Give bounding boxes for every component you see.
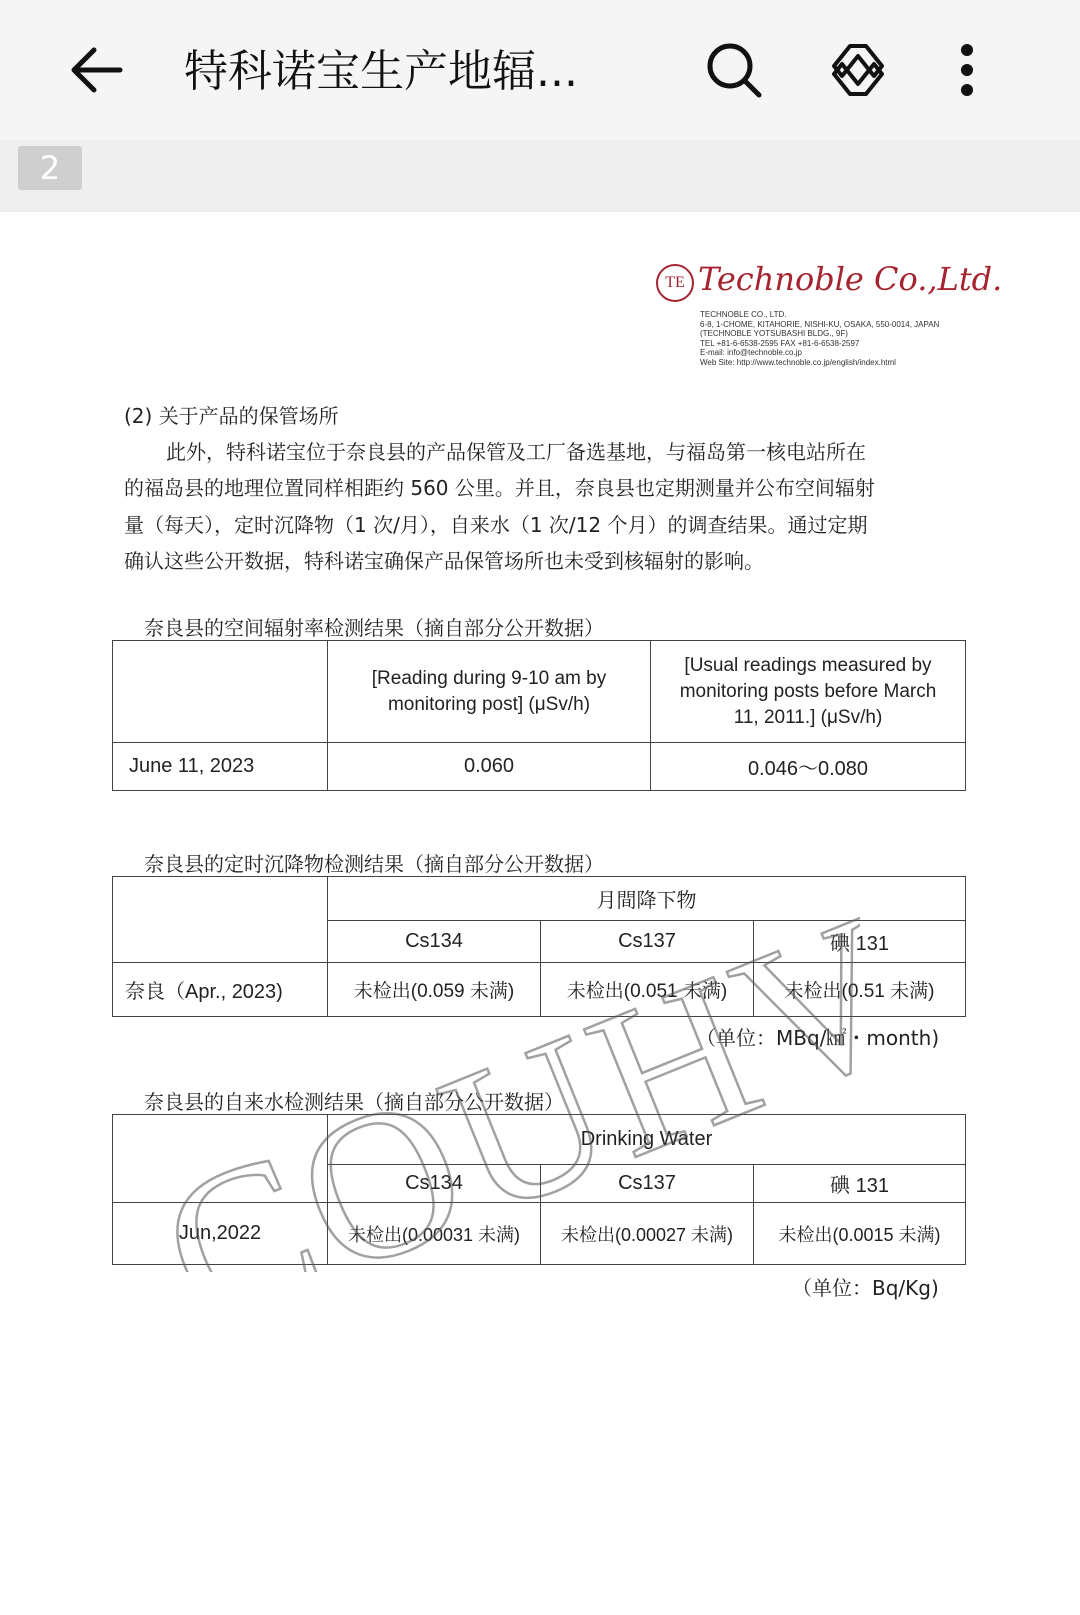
table-header: 月間降下物 xyxy=(328,877,966,921)
table-header: 碘 131 xyxy=(754,921,966,963)
paragraph-line: 此外，特科诺宝位于奈良县的产品保管及工厂备选基地，与福岛第一核电站所在 xyxy=(166,440,866,464)
search-icon[interactable] xyxy=(704,40,764,100)
watermark-text: COUHVE xyxy=(132,912,860,1272)
table-cell: 未检出(0.00031 未满) xyxy=(328,1203,541,1265)
table-header: Cs134 xyxy=(328,921,541,963)
page-number-badge: 2 xyxy=(18,146,82,190)
table-cell: 未检出(0.00027 未满) xyxy=(541,1203,754,1265)
table-caption: 奈良县的定时沉降物检测结果（摘自部分公开数据） xyxy=(144,852,604,876)
table-header: [Reading during 9-10 am by monitoring post] (μSv/h) xyxy=(328,641,651,743)
document-page xyxy=(0,212,1080,1615)
paragraph-line: 确认这些公开数据，特科诺宝确保产品保管场所也未受到核辐射的影响。 xyxy=(124,549,764,573)
row-label: Jun,2022 xyxy=(113,1203,328,1265)
table-header: Drinking Water xyxy=(328,1115,966,1165)
drinking-water-table xyxy=(112,1114,966,1265)
radiation-rate-table xyxy=(112,640,966,791)
unit-note: （单位：Bq/Kg) xyxy=(792,1276,939,1300)
logo-name: Technoble Co.,Ltd. xyxy=(698,260,1003,298)
table-caption: 奈良县的空间辐射率检测结果（摘自部分公开数据） xyxy=(144,616,604,640)
row-label: June 11, 2023 xyxy=(113,743,328,791)
assistant-icon[interactable] xyxy=(828,40,888,100)
section-heading: (2) 关于产品的保管场所 xyxy=(124,404,339,428)
table-cell: 未检出(0.059 未满) xyxy=(328,963,541,1017)
table-header: Cs134 xyxy=(328,1165,541,1203)
company-logo xyxy=(656,260,1003,306)
row-label: 奈良（Apr., 2023) xyxy=(113,963,328,1017)
table-cell: 未检出(0.051 未满) xyxy=(541,963,754,1017)
table-cell: 0.046～0.080 xyxy=(651,743,966,791)
table-cell: 0.060 xyxy=(328,743,651,791)
app-bar xyxy=(0,0,1080,140)
back-arrow-icon[interactable] xyxy=(66,44,126,96)
paragraph-line: 的福岛县的地理位置同样相距约 560 公里。并且，奈良县也定期测量并公布空间辐射 xyxy=(124,476,875,500)
company-address: TECHNOBLE CO., LTD. 6-8, 1-CHOME, KITAHORIE, NISHI-KU, OSAKA, 550-0014, JAPAN (TECHNOBLE YOTSUBASHI BLDG., 9F) TEL +81-6-6538-2595 FAX +81-6-6538-2597 E-mail: info@technoble.co.jp Web Site: http://www.technoble.co.jp/english/index.html xyxy=(700,310,940,367)
table-header: [Usual readings measured by monitoring posts before March 11, 2011.] (μSv/h) xyxy=(651,641,966,743)
table-cell: 未检出(0.0015 未满) xyxy=(754,1203,966,1265)
page-title: 特科诺宝生产地辐... xyxy=(184,46,578,97)
paragraph-line: 量（每天），定时沉降物（1 次/月），自来水（1 次/12 个月）的调查结果。通过定期 xyxy=(124,513,868,537)
fallout-table xyxy=(112,876,966,1017)
table-caption: 奈良县的自来水检测结果（摘自部分公开数据） xyxy=(144,1090,564,1114)
unit-note: （单位：MBq/㎢・month) xyxy=(696,1026,940,1050)
table-header: Cs137 xyxy=(541,921,754,963)
table-header: Cs137 xyxy=(541,1165,754,1203)
table-header: 碘 131 xyxy=(754,1165,966,1203)
logo-mark: TE xyxy=(656,264,694,302)
more-vertical-icon[interactable] xyxy=(955,40,979,100)
table-cell: 未检出(0.51 未满) xyxy=(754,963,966,1017)
